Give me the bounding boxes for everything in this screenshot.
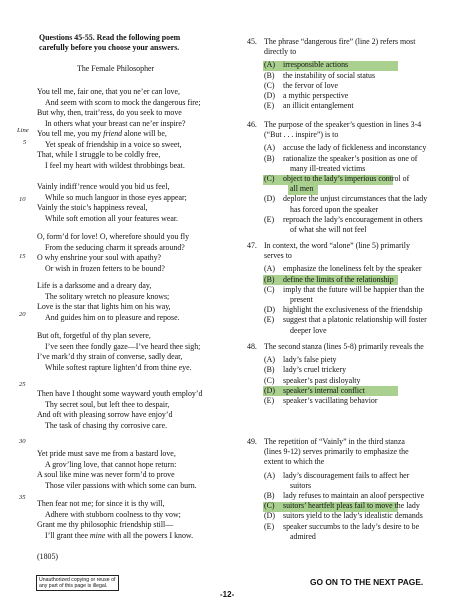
answer-option-text[interactable]: a mythic perspective — [283, 91, 349, 100]
poem-line: I’ll grant thee mine with all the powers I know. — [45, 530, 194, 540]
answer-option-text[interactable]: irresponsible actions — [283, 60, 349, 70]
answer-letter[interactable]: (E) — [264, 101, 275, 111]
poem-year: (1805) — [37, 552, 59, 561]
poem-line: Then fear not me; for since it is thy will, — [37, 499, 165, 508]
poem-line: I’ve seen thee fondly gaze—I’ve heard thee sigh; — [45, 341, 201, 351]
answer-letter[interactable]: (E) — [264, 214, 275, 224]
question-stem: (“But . . . inspire”) is to — [264, 130, 339, 140]
answer-option-text[interactable]: all men — [290, 184, 314, 194]
answer-option-text[interactable]: suggest that a platonic relationship will foster — [283, 315, 427, 325]
answer-option-text[interactable]: imply that the future will be happier than the — [283, 284, 425, 294]
answer-option-text[interactable]: lady’s discouragement fails to affect her — [283, 470, 410, 480]
answer-option-text[interactable]: suitors — [290, 480, 312, 490]
answer-letter[interactable]: (A) — [264, 60, 275, 70]
answer-option-text[interactable]: deplore the unjust circumstances that the lady — [283, 194, 428, 204]
question-stem: serves to — [264, 251, 292, 261]
poem-line: You tell me, you my friend alone will be, — [37, 129, 167, 138]
line-number: 15 — [19, 253, 26, 260]
go-on-next-page: GO ON TO THE NEXT PAGE. — [310, 577, 424, 587]
answer-letter[interactable]: (A) — [264, 355, 275, 365]
question-stem: (lines 9-12) serves primarily to emphasize the — [264, 447, 409, 457]
question-stem: The second stanza (lines 5-8) primarily reveals the — [264, 342, 424, 351]
answer-option-text[interactable]: speaker’s vacillating behavior — [283, 396, 378, 405]
poem-line: Then have I thought some wayward youth employ’d — [37, 389, 203, 398]
answer-letter[interactable]: (E) — [264, 521, 275, 531]
question-stem: In context, the word “alone” (line 5) primarily — [264, 241, 410, 250]
poem-line: Grant me thy philosophic friendship still— — [37, 520, 174, 529]
answer-option-text[interactable]: suitors’ heartfelt pleas fail to move the lady — [283, 501, 420, 511]
poem-line: But oft, forgetful of thy plan severe, — [37, 331, 151, 340]
poem-line: O why enshrine your soul with apathy? — [37, 253, 162, 262]
poem-line: A soul like mine was never form’d to prove — [37, 470, 175, 479]
answer-letter[interactable]: (D) — [264, 511, 275, 521]
answer-letter[interactable]: (D) — [264, 385, 275, 395]
question-stem: directly to — [264, 47, 297, 57]
poem-line: I’ve mark’d thy strain of converse, sadly dear, — [37, 352, 183, 361]
answer-letter[interactable]: (B) — [264, 153, 275, 163]
answer-letter[interactable]: (D) — [264, 91, 275, 100]
poem-line: While soft emotion all your features wear. — [45, 213, 178, 223]
answer-letter[interactable]: (C) — [264, 501, 275, 511]
poem-line: Love is the star that lights him on his way, — [37, 302, 171, 311]
line-number: 10 — [19, 196, 26, 203]
answer-letter[interactable]: (C) — [264, 375, 275, 385]
question-stem: The phrase “dangerous fire” (line 2) refers most — [264, 37, 416, 46]
answer-letter[interactable]: (D) — [264, 305, 275, 315]
answer-letter[interactable]: (E) — [264, 315, 275, 325]
poem-line: Vainly indiff’rence would you bid us feel, — [37, 182, 170, 191]
answer-option-text[interactable]: emphasize the loneliness felt by the speaker — [283, 264, 422, 274]
poem-line: Yet speak of friendship in a voice so sweet, — [45, 139, 182, 149]
answer-letter[interactable]: (C) — [264, 80, 275, 90]
answer-letter[interactable]: (A) — [264, 264, 275, 274]
poem-line: While softest rapture lighten’d from thine eye. — [45, 362, 192, 372]
answer-option-text[interactable]: object to the lady’s imperious control of — [283, 174, 410, 183]
poem-title: The Female Philosopher — [77, 64, 155, 73]
answer-option-text[interactable]: the instability of social status — [283, 70, 376, 80]
answer-letter[interactable]: (B) — [264, 491, 275, 500]
answer-option-text[interactable]: an illicit entanglement — [283, 101, 354, 111]
poem-line: You tell me, fair one, that you ne’er can love, — [37, 87, 180, 96]
answer-letter[interactable]: (D) — [264, 194, 275, 204]
answer-letter[interactable]: (C) — [264, 174, 275, 183]
answer-option-text[interactable]: suitors yield to the lady’s idealistic demands — [283, 511, 423, 521]
emphasized-word: mine — [89, 530, 106, 540]
line-label: Line — [17, 127, 29, 134]
poem-line: I feel my heart with wildest throbbings beat. — [45, 160, 185, 170]
poem-line: O, form’d for love! O, wherefore should you fly — [37, 232, 190, 241]
poem-line: Thy secret soul, but left thee to despair, — [45, 399, 170, 409]
copyright-line-2: any part of this page is illegal. — [39, 583, 108, 589]
poem-line: And oft with pleasing sorrow have enjoy’d — [37, 410, 173, 419]
poem-line: Adhere with stubborn coolness to thy vow; — [45, 509, 181, 519]
answer-option-text[interactable]: lady’s cruel trickery — [283, 365, 347, 375]
passage-header-line-1: Questions 45-55. Read the following poem — [39, 33, 181, 42]
answer-letter[interactable]: (A) — [264, 143, 275, 153]
answer-option-text[interactable]: many ill-treated victims — [290, 163, 366, 173]
answer-option-text[interactable]: deeper love — [290, 325, 327, 335]
answer-option-text[interactable]: the fervor of love — [283, 80, 338, 90]
poem-line: In others what your breast can ne’er inspire? — [45, 118, 186, 128]
page-number: -12- — [220, 590, 235, 599]
answer-letter[interactable]: (B) — [264, 274, 275, 284]
answer-option-text[interactable]: lady refuses to maintain an aloof perspective — [283, 491, 425, 500]
poem-line: Vainly the stoic’s happiness reveal, — [37, 203, 148, 212]
answer-option-text[interactable]: speaker’s past disloyalty — [283, 375, 361, 385]
answer-option-text[interactable]: of what she will not feel — [290, 225, 367, 234]
line-number: 30 — [19, 438, 26, 445]
answer-letter[interactable]: (B) — [264, 70, 275, 80]
answer-option-text[interactable]: present — [290, 295, 313, 304]
answer-option-text[interactable]: accuse the lady of fickleness and inconstancy — [283, 143, 427, 153]
answer-option-text[interactable]: lady’s false piety — [283, 355, 337, 365]
answer-letter[interactable]: (A) — [264, 470, 275, 480]
question-stem: The purpose of the speaker’s question in lines 3-4 — [264, 120, 422, 129]
answer-option-text[interactable]: has forced upon the speaker — [290, 204, 379, 214]
answer-letter[interactable]: (C) — [264, 284, 275, 294]
poem-line: Those viler passions with which some can burn. — [45, 480, 197, 490]
answer-option-text[interactable]: define the limits of the relationship — [283, 274, 394, 284]
poem-line: Or wish in frozen fetters to be bound? — [45, 263, 165, 273]
answer-letter[interactable]: (B) — [264, 365, 275, 375]
answer-option-text[interactable]: rationalize the speaker’s position as one of — [283, 153, 418, 163]
poem-line: That, while I struggle to be coldly free, — [37, 150, 161, 159]
poem-line: The solitary wretch no pleasure knows; — [45, 291, 170, 301]
poem-line: The task of chasing thy corrosive care. — [45, 420, 168, 430]
poem-line: Life is a darksome and a dreary day, — [37, 281, 152, 290]
answer-letter[interactable]: (E) — [264, 396, 275, 405]
copyright-notice — [36, 575, 119, 591]
poem-line: But why, then, trait’ress, do you seek to move — [37, 108, 182, 117]
poem-line: A grov’ling love, that cannot hope return: — [45, 459, 177, 469]
question-number: 46. — [247, 120, 257, 129]
question-number: 48. — [247, 342, 257, 351]
question-number: 49. — [247, 437, 257, 446]
poem-line: And seem with scorn to mock the dangerous fire; — [45, 97, 201, 107]
answer-option-text[interactable]: speaker’s internal conflict — [283, 385, 365, 395]
line-number: 5 — [23, 139, 27, 146]
passage-header-line-2: carefully before you choose your answers. — [39, 43, 180, 52]
line-number: 20 — [19, 311, 26, 318]
question-stem: The repetition of “Vainly” in the third stanza — [264, 437, 405, 446]
emphasized-word: friend — [103, 129, 123, 138]
question-number: 45. — [247, 37, 257, 46]
line-number: 25 — [19, 381, 26, 388]
copyright-line-1: Unauthorized copying or reuse of — [39, 577, 116, 583]
answer-option-text[interactable]: admired — [290, 531, 316, 541]
poem-line: Yet pride must save me from a bastard love, — [37, 449, 176, 458]
line-number: 35 — [19, 494, 26, 501]
answer-option-text[interactable]: speaker succumbs to the lady’s desire to be — [283, 521, 420, 531]
poem-line: While so much languor in those eyes appear; — [45, 192, 187, 202]
question-stem: extent to which the — [264, 457, 325, 467]
poem-line: From the seducing charm it spreads around? — [45, 242, 185, 252]
question-number: 47. — [247, 241, 257, 250]
poem-line: And guides him on to pleasure and repose. — [45, 312, 180, 322]
answer-option-text[interactable]: reproach the lady’s encouragement in others — [283, 214, 423, 224]
answer-option-text[interactable]: highlight the exclusiveness of the friendship — [283, 305, 423, 315]
